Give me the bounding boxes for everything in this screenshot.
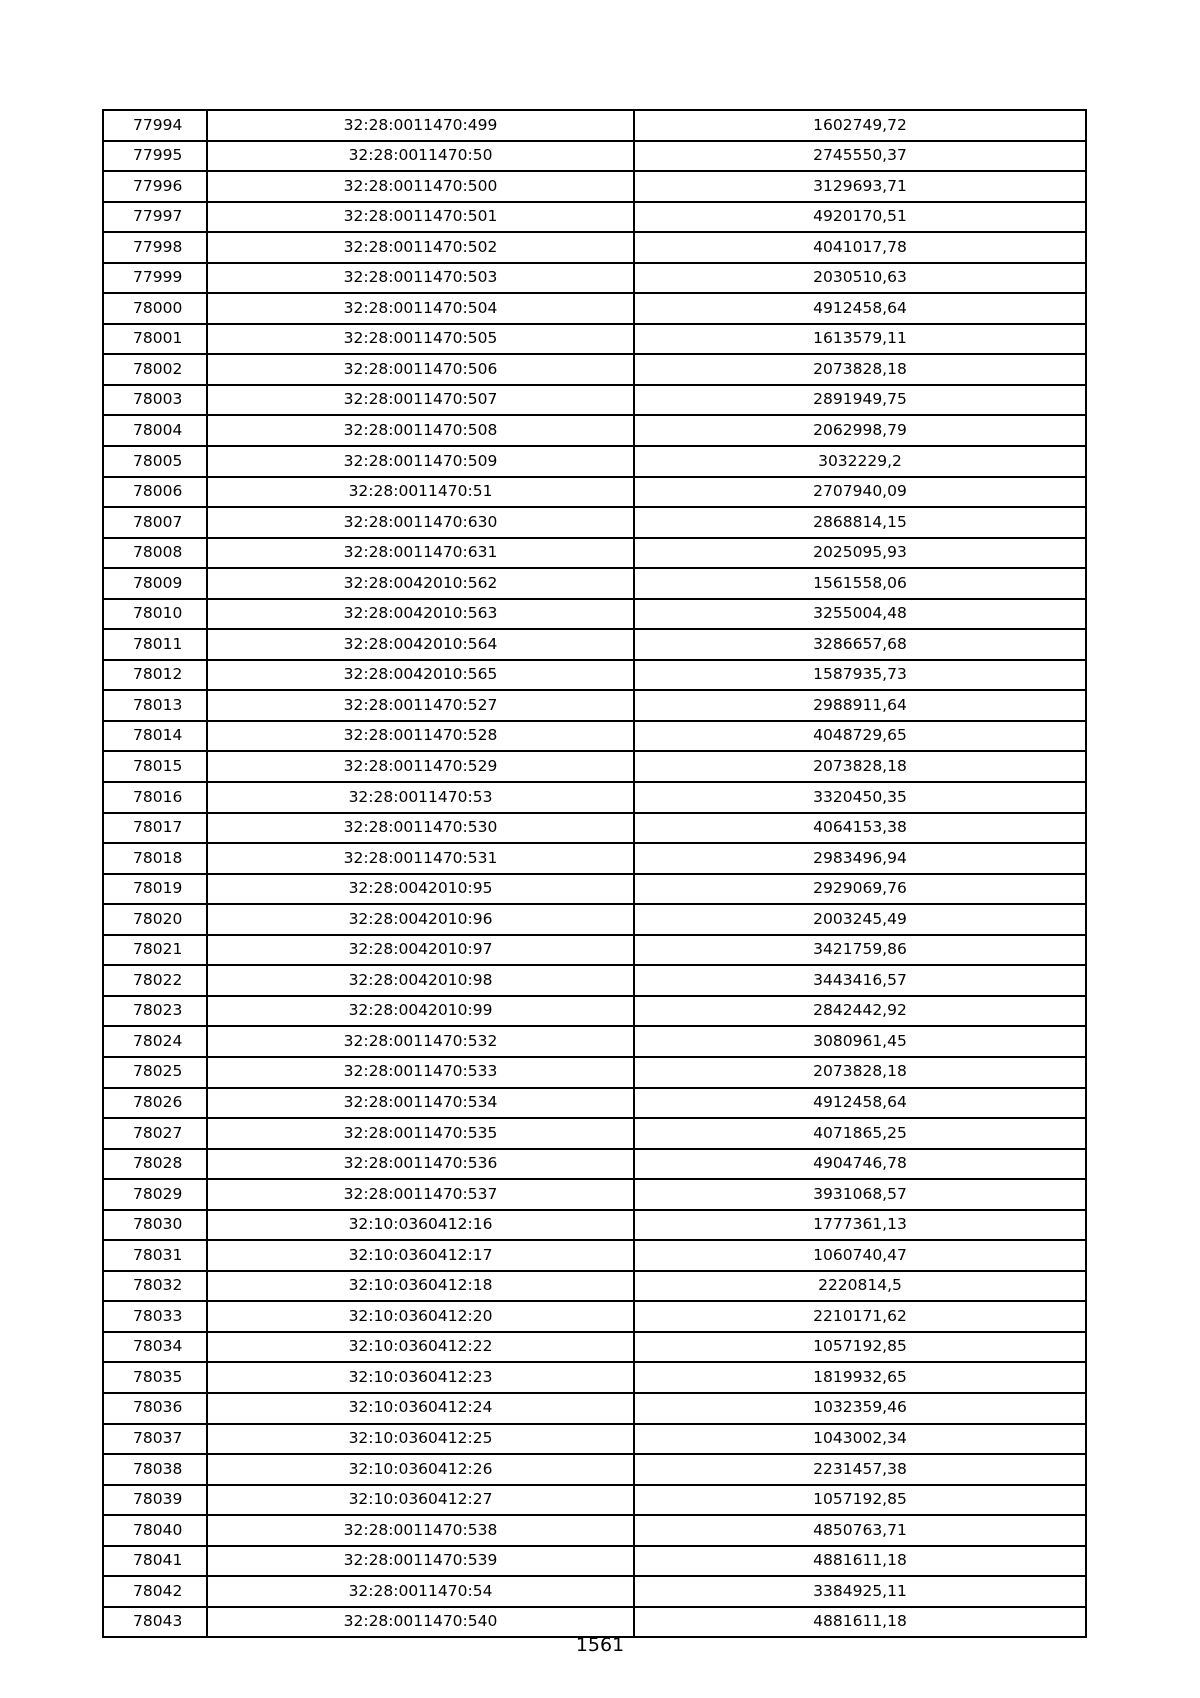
cadastral-value-cell: 1043002,34 <box>634 1424 1086 1455</box>
cadastral-value-cell: 3320450,35 <box>634 782 1086 813</box>
cadastral-value-cell: 4071865,25 <box>634 1118 1086 1149</box>
cadastral-value-cell: 4912458,64 <box>634 1088 1086 1119</box>
row-index-cell: 78004 <box>103 415 207 446</box>
table-row <box>103 263 1086 294</box>
cadastral-value-cell: 1032359,46 <box>634 1393 1086 1424</box>
row-index-cell: 77996 <box>103 171 207 202</box>
row-index-cell: 78034 <box>103 1332 207 1363</box>
cadastral-value-cell: 2073828,18 <box>634 354 1086 385</box>
cadastral-number-cell: 32:10:0360412:23 <box>207 1362 634 1393</box>
table-row <box>103 1271 1086 1302</box>
cadastral-value-cell: 2868814,15 <box>634 507 1086 538</box>
cadastral-number-cell: 32:28:0042010:563 <box>207 599 634 630</box>
table-row <box>103 904 1086 935</box>
cadastral-value-cell: 3032229,2 <box>634 446 1086 477</box>
cadastral-number-cell: 32:10:0360412:20 <box>207 1301 634 1332</box>
cadastral-number-cell: 32:28:0011470:53 <box>207 782 634 813</box>
cadastral-number-cell: 32:28:0042010:565 <box>207 660 634 691</box>
cadastral-value-cell: 3384925,11 <box>634 1576 1086 1607</box>
cadastral-value-cell: 2891949,75 <box>634 385 1086 416</box>
table-row <box>103 568 1086 599</box>
cadastral-value-cell: 2220814,5 <box>634 1271 1086 1302</box>
cadastral-value-table <box>102 109 1087 1638</box>
cadastral-value-cell: 1602749,72 <box>634 110 1086 141</box>
cadastral-number-cell: 32:28:0011470:630 <box>207 507 634 538</box>
cadastral-number-cell: 32:28:0042010:98 <box>207 965 634 996</box>
row-index-cell: 78007 <box>103 507 207 538</box>
cadastral-value-cell: 2988911,64 <box>634 690 1086 721</box>
cadastral-value-cell: 1561558,06 <box>634 568 1086 599</box>
row-index-cell: 78040 <box>103 1515 207 1546</box>
cadastral-value-cell: 1060740,47 <box>634 1240 1086 1271</box>
cadastral-number-cell: 32:28:0042010:95 <box>207 874 634 905</box>
table-row <box>103 415 1086 446</box>
row-index-cell: 78012 <box>103 660 207 691</box>
row-index-cell: 78038 <box>103 1454 207 1485</box>
table-row <box>103 782 1086 813</box>
row-index-cell: 78001 <box>103 324 207 355</box>
table-row <box>103 935 1086 966</box>
table-row <box>103 141 1086 172</box>
cadastral-number-cell: 32:28:0011470:501 <box>207 202 634 233</box>
table-row <box>103 232 1086 263</box>
table-row <box>103 110 1086 141</box>
row-index-cell: 77999 <box>103 263 207 294</box>
cadastral-value-cell: 2073828,18 <box>634 751 1086 782</box>
cadastral-value-cell: 1819932,65 <box>634 1362 1086 1393</box>
row-index-cell: 78017 <box>103 813 207 844</box>
cadastral-value-cell: 1613579,11 <box>634 324 1086 355</box>
row-index-cell: 78035 <box>103 1362 207 1393</box>
cadastral-value-cell: 2929069,76 <box>634 874 1086 905</box>
table-row <box>103 1240 1086 1271</box>
cadastral-number-cell: 32:10:0360412:16 <box>207 1210 634 1241</box>
cadastral-number-cell: 32:28:0011470:508 <box>207 415 634 446</box>
row-index-cell: 78019 <box>103 874 207 905</box>
row-index-cell: 78024 <box>103 1026 207 1057</box>
cadastral-number-cell: 32:28:0011470:503 <box>207 263 634 294</box>
row-index-cell: 78005 <box>103 446 207 477</box>
row-index-cell: 78031 <box>103 1240 207 1271</box>
cadastral-value-cell: 2231457,38 <box>634 1454 1086 1485</box>
table-row <box>103 354 1086 385</box>
cadastral-value-cell: 4904746,78 <box>634 1149 1086 1180</box>
table-row <box>103 721 1086 752</box>
row-index-cell: 78022 <box>103 965 207 996</box>
cadastral-number-cell: 32:28:0011470:505 <box>207 324 634 355</box>
row-index-cell: 78036 <box>103 1393 207 1424</box>
cadastral-value-cell: 4850763,71 <box>634 1515 1086 1546</box>
cadastral-value-cell: 2842442,92 <box>634 996 1086 1027</box>
cadastral-number-cell: 32:28:0011470:507 <box>207 385 634 416</box>
row-index-cell: 78033 <box>103 1301 207 1332</box>
row-index-cell: 78014 <box>103 721 207 752</box>
table-row <box>103 385 1086 416</box>
row-index-cell: 77997 <box>103 202 207 233</box>
table-row <box>103 1118 1086 1149</box>
table-row <box>103 1088 1086 1119</box>
table-row <box>103 477 1086 508</box>
cadastral-value-cell: 2210171,62 <box>634 1301 1086 1332</box>
cadastral-number-cell: 32:28:0011470:506 <box>207 354 634 385</box>
cadastral-number-cell: 32:10:0360412:24 <box>207 1393 634 1424</box>
cadastral-number-cell: 32:28:0011470:504 <box>207 293 634 324</box>
cadastral-number-cell: 32:28:0042010:564 <box>207 629 634 660</box>
row-index-cell: 77994 <box>103 110 207 141</box>
row-index-cell: 78021 <box>103 935 207 966</box>
cadastral-value-cell: 2003245,49 <box>634 904 1086 935</box>
table-row <box>103 965 1086 996</box>
cadastral-value-cell: 4064153,38 <box>634 813 1086 844</box>
cadastral-number-cell: 32:28:0011470:531 <box>207 843 634 874</box>
table-row <box>103 813 1086 844</box>
table-row <box>103 1454 1086 1485</box>
cadastral-value-cell: 3286657,68 <box>634 629 1086 660</box>
table-row <box>103 1332 1086 1363</box>
row-index-cell: 78009 <box>103 568 207 599</box>
cadastral-value-cell: 4041017,78 <box>634 232 1086 263</box>
cadastral-number-cell: 32:28:0011470:539 <box>207 1546 634 1577</box>
cadastral-number-cell: 32:28:0011470:540 <box>207 1607 634 1638</box>
table-row <box>103 1210 1086 1241</box>
cadastral-number-cell: 32:10:0360412:22 <box>207 1332 634 1363</box>
row-index-cell: 78042 <box>103 1576 207 1607</box>
table-row <box>103 1576 1086 1607</box>
cadastral-value-cell: 4881611,18 <box>634 1607 1086 1638</box>
table-row <box>103 1393 1086 1424</box>
row-index-cell: 78013 <box>103 690 207 721</box>
cadastral-value-cell: 3421759,86 <box>634 935 1086 966</box>
row-index-cell: 78037 <box>103 1424 207 1455</box>
cadastral-value-cell: 4048729,65 <box>634 721 1086 752</box>
cadastral-number-cell: 32:28:0011470:532 <box>207 1026 634 1057</box>
cadastral-value-cell: 3080961,45 <box>634 1026 1086 1057</box>
table-row <box>103 293 1086 324</box>
cadastral-number-cell: 32:28:0042010:562 <box>207 568 634 599</box>
row-index-cell: 78018 <box>103 843 207 874</box>
cadastral-value-cell: 3255004,48 <box>634 599 1086 630</box>
row-index-cell: 78039 <box>103 1485 207 1516</box>
cadastral-value-cell: 2983496,94 <box>634 843 1086 874</box>
row-index-cell: 78011 <box>103 629 207 660</box>
cadastral-value-cell: 3129693,71 <box>634 171 1086 202</box>
cadastral-number-cell: 32:28:0011470:499 <box>207 110 634 141</box>
cadastral-value-cell: 3443416,57 <box>634 965 1086 996</box>
table-row <box>103 874 1086 905</box>
row-index-cell: 77995 <box>103 141 207 172</box>
row-index-cell: 78030 <box>103 1210 207 1241</box>
row-index-cell: 78002 <box>103 354 207 385</box>
table-row <box>103 751 1086 782</box>
cadastral-number-cell: 32:28:0011470:535 <box>207 1118 634 1149</box>
row-index-cell: 78028 <box>103 1149 207 1180</box>
table-row <box>103 1057 1086 1088</box>
cadastral-number-cell: 32:28:0042010:97 <box>207 935 634 966</box>
table-row <box>103 843 1086 874</box>
cadastral-number-cell: 32:10:0360412:18 <box>207 1271 634 1302</box>
row-index-cell: 78041 <box>103 1546 207 1577</box>
cadastral-value-cell: 2025095,93 <box>634 538 1086 569</box>
row-index-cell: 77998 <box>103 232 207 263</box>
table-row <box>103 996 1086 1027</box>
row-index-cell: 78023 <box>103 996 207 1027</box>
table-row <box>103 1149 1086 1180</box>
cadastral-number-cell: 32:28:0011470:528 <box>207 721 634 752</box>
row-index-cell: 78025 <box>103 1057 207 1088</box>
cadastral-number-cell: 32:28:0042010:99 <box>207 996 634 1027</box>
row-index-cell: 78026 <box>103 1088 207 1119</box>
table-row <box>103 599 1086 630</box>
table-row <box>103 171 1086 202</box>
cadastral-value-cell: 4881611,18 <box>634 1546 1086 1577</box>
cadastral-number-cell: 32:10:0360412:25 <box>207 1424 634 1455</box>
cadastral-value-cell: 2062998,79 <box>634 415 1086 446</box>
cadastral-number-cell: 32:10:0360412:26 <box>207 1454 634 1485</box>
table-row <box>103 202 1086 233</box>
cadastral-value-cell: 1777361,13 <box>634 1210 1086 1241</box>
table-row <box>103 1362 1086 1393</box>
cadastral-number-cell: 32:10:0360412:27 <box>207 1485 634 1516</box>
table-row <box>103 1485 1086 1516</box>
cadastral-number-cell: 32:10:0360412:17 <box>207 1240 634 1271</box>
cadastral-number-cell: 32:28:0011470:529 <box>207 751 634 782</box>
cadastral-value-cell: 4920170,51 <box>634 202 1086 233</box>
table-row <box>103 1607 1086 1638</box>
table-row <box>103 324 1086 355</box>
row-index-cell: 78000 <box>103 293 207 324</box>
table-body <box>103 110 1086 1637</box>
table-row <box>103 1515 1086 1546</box>
row-index-cell: 78008 <box>103 538 207 569</box>
cadastral-number-cell: 32:28:0011470:538 <box>207 1515 634 1546</box>
table-row <box>103 690 1086 721</box>
table-row <box>103 629 1086 660</box>
table-row <box>103 538 1086 569</box>
row-index-cell: 78003 <box>103 385 207 416</box>
row-index-cell: 78016 <box>103 782 207 813</box>
row-index-cell: 78020 <box>103 904 207 935</box>
table-row <box>103 446 1086 477</box>
table-row <box>103 507 1086 538</box>
table-row <box>103 660 1086 691</box>
cadastral-value-cell: 1587935,73 <box>634 660 1086 691</box>
row-index-cell: 78015 <box>103 751 207 782</box>
row-index-cell: 78027 <box>103 1118 207 1149</box>
cadastral-value-cell: 4912458,64 <box>634 293 1086 324</box>
cadastral-number-cell: 32:28:0011470:500 <box>207 171 634 202</box>
table-row <box>103 1179 1086 1210</box>
table-row <box>103 1546 1086 1577</box>
row-index-cell: 78043 <box>103 1607 207 1638</box>
table-row <box>103 1301 1086 1332</box>
cadastral-value-cell: 3931068,57 <box>634 1179 1086 1210</box>
cadastral-number-cell: 32:28:0011470:51 <box>207 477 634 508</box>
cadastral-number-cell: 32:28:0011470:533 <box>207 1057 634 1088</box>
cadastral-value-cell: 2073828,18 <box>634 1057 1086 1088</box>
cadastral-value-cell: 1057192,85 <box>634 1332 1086 1363</box>
row-index-cell: 78032 <box>103 1271 207 1302</box>
cadastral-number-cell: 32:28:0011470:536 <box>207 1149 634 1180</box>
cadastral-number-cell: 32:28:0011470:527 <box>207 690 634 721</box>
cadastral-number-cell: 32:28:0011470:54 <box>207 1576 634 1607</box>
table-row <box>103 1424 1086 1455</box>
page-number: 1561 <box>575 1634 625 1656</box>
cadastral-number-cell: 32:28:0011470:50 <box>207 141 634 172</box>
table-row <box>103 1026 1086 1057</box>
cadastral-number-cell: 32:28:0042010:96 <box>207 904 634 935</box>
cadastral-value-cell: 2745550,37 <box>634 141 1086 172</box>
cadastral-value-cell: 2707940,09 <box>634 477 1086 508</box>
cadastral-number-cell: 32:28:0011470:534 <box>207 1088 634 1119</box>
cadastral-number-cell: 32:28:0011470:509 <box>207 446 634 477</box>
cadastral-number-cell: 32:28:0011470:530 <box>207 813 634 844</box>
cadastral-number-cell: 32:28:0011470:502 <box>207 232 634 263</box>
cadastral-value-cell: 1057192,85 <box>634 1485 1086 1516</box>
row-index-cell: 78029 <box>103 1179 207 1210</box>
cadastral-number-cell: 32:28:0011470:537 <box>207 1179 634 1210</box>
cadastral-number-cell: 32:28:0011470:631 <box>207 538 634 569</box>
cadastral-value-cell: 2030510,63 <box>634 263 1086 294</box>
row-index-cell: 78010 <box>103 599 207 630</box>
row-index-cell: 78006 <box>103 477 207 508</box>
